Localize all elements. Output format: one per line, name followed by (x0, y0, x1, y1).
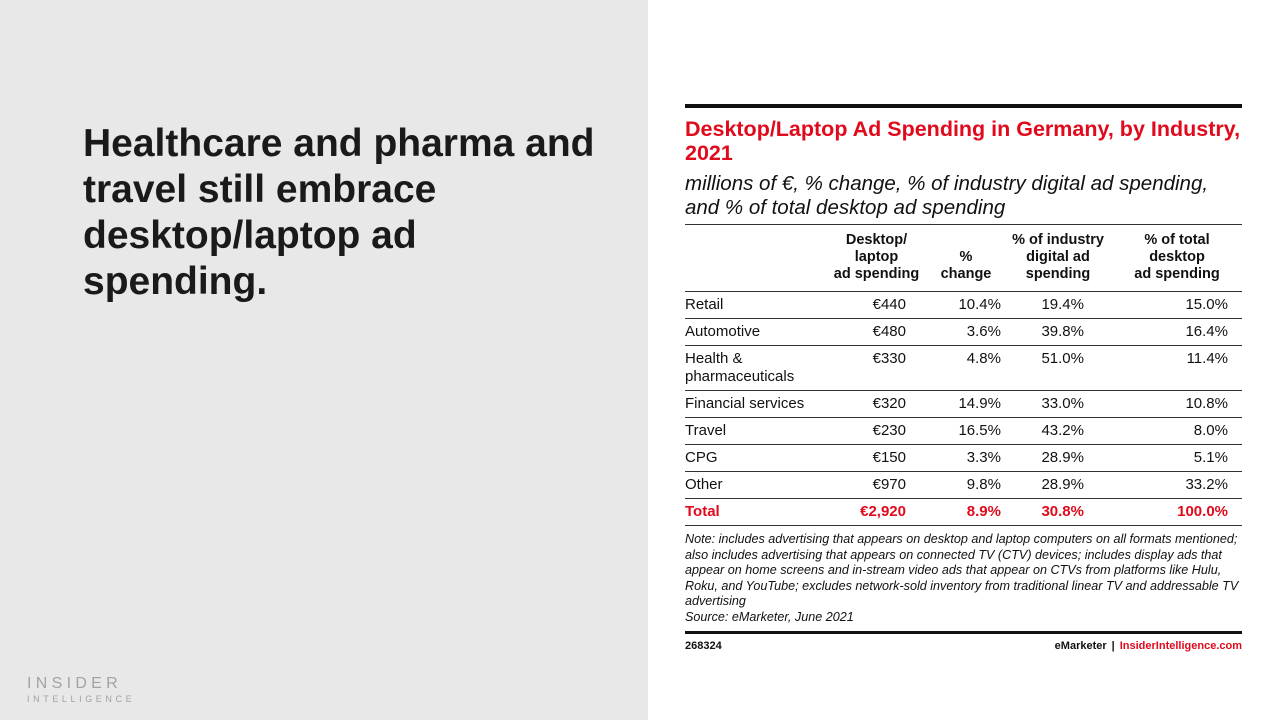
row-category: Other (685, 472, 825, 499)
row-total-share: 15.0% (1112, 292, 1242, 319)
row-spending: €2,920 (825, 499, 928, 526)
row-industry-share: 28.9% (1004, 445, 1112, 472)
row-total-share: 33.2% (1112, 472, 1242, 499)
header-line: ad spending (833, 266, 920, 282)
table-row (685, 445, 1242, 472)
header-line: Desktop/ (845, 232, 908, 248)
row-spending: €320 (825, 391, 928, 418)
headline: Healthcare and pharma and travel still embrace desktop/laptop ad spending. (83, 122, 595, 303)
table-row (685, 391, 1242, 418)
row-total-share: 100.0% (1112, 499, 1242, 526)
header-change (928, 225, 1004, 292)
row-spending: €970 (825, 472, 928, 499)
row-spending: €150 (825, 445, 928, 472)
row-change: 9.8% (928, 472, 1004, 499)
row-spending: €230 (825, 418, 928, 445)
table-row (685, 472, 1242, 499)
source-text: Source: eMarketer, June 2021 (685, 609, 854, 624)
row-industry-share: 28.9% (1004, 472, 1112, 499)
row-category: Travel (685, 418, 825, 445)
row-category: Automotive (685, 319, 825, 346)
header-line: digital ad (1026, 249, 1090, 265)
logo-line-2: INTELLIGENCE (27, 694, 136, 704)
row-spending: €330 (825, 346, 928, 391)
row-total-share: 10.8% (1112, 391, 1242, 418)
chart-title: Desktop/Laptop Ad Spending in Germany, by Industry, 2021 (685, 117, 1241, 165)
table-row (685, 418, 1242, 445)
row-industry-share: 19.4% (1004, 292, 1112, 319)
table-row (685, 346, 1242, 391)
data-table (685, 225, 1242, 526)
footer (685, 640, 1242, 652)
bottom-rule (685, 631, 1242, 634)
row-change: 14.9% (928, 391, 1004, 418)
row-category: Total (685, 499, 825, 526)
row-total-share: 8.0% (1112, 418, 1242, 445)
row-industry-share: 30.8% (1004, 499, 1112, 526)
footer-site-link[interactable]: InsiderIntelligence.com (1119, 640, 1242, 652)
logo-line-1: INSIDER (27, 675, 122, 692)
row-category: CPG (685, 445, 825, 472)
table-total-row (685, 499, 1242, 526)
header-category (685, 225, 825, 292)
chart-id: 268324 (685, 640, 722, 652)
header-line: ad spending (1134, 266, 1220, 282)
row-spending: €440 (825, 292, 928, 319)
table-body (685, 292, 1242, 526)
header-spending (825, 225, 928, 292)
chart-note (685, 532, 1242, 625)
header-total-share (1112, 225, 1242, 292)
header-line: % of total (1144, 232, 1210, 248)
row-category: Financial services (685, 391, 825, 418)
row-change: 3.3% (928, 445, 1004, 472)
row-change: 8.9% (928, 499, 1004, 526)
note-text: Note: includes advertising that appears on desktop and laptop computers on all formats mentioned; also includes advertising that appears on connected TV (CTV) devices; includes display ads that appear on home screens and in-stream video ads that appear on CTVs from platforms like Hulu, Roku, and YouTube; excludes network-sold inventory from traditional linear TV and addressable TV advertising (685, 532, 1239, 608)
header-line: laptop (854, 249, 899, 265)
table-row (685, 292, 1242, 319)
row-industry-share: 39.8% (1004, 319, 1112, 346)
header-industry-share (1004, 225, 1112, 292)
top-rule (685, 104, 1242, 108)
row-industry-share: 43.2% (1004, 418, 1112, 445)
row-spending: €480 (825, 319, 928, 346)
row-change: 3.6% (928, 319, 1004, 346)
footer-emarketer: eMarketer (1054, 640, 1107, 652)
footer-separator: | (1111, 640, 1115, 652)
chart-subtitle: millions of €, % change, % of industry digital ad spending, and % of total desktop ad spending (685, 172, 1209, 219)
header-line: % (959, 249, 973, 265)
table-header-row (685, 225, 1242, 292)
header-line: change (940, 266, 992, 282)
footer-brand (1055, 640, 1242, 652)
table-row (685, 319, 1242, 346)
row-category: Health & pharmaceuticals (685, 346, 825, 391)
row-change: 4.8% (928, 346, 1004, 391)
row-total-share: 11.4% (1112, 346, 1242, 391)
row-industry-share: 33.0% (1004, 391, 1112, 418)
header-line: spending (1025, 266, 1091, 282)
row-category: Retail (685, 292, 825, 319)
row-total-share: 5.1% (1112, 445, 1242, 472)
row-industry-share: 51.0% (1004, 346, 1112, 391)
row-total-share: 16.4% (1112, 319, 1242, 346)
row-change: 16.5% (928, 418, 1004, 445)
header-line: % of industry (1012, 232, 1104, 248)
insider-intelligence-logo (27, 675, 135, 705)
row-change: 10.4% (928, 292, 1004, 319)
header-line: desktop (1149, 249, 1205, 265)
chart-card (685, 104, 1242, 652)
